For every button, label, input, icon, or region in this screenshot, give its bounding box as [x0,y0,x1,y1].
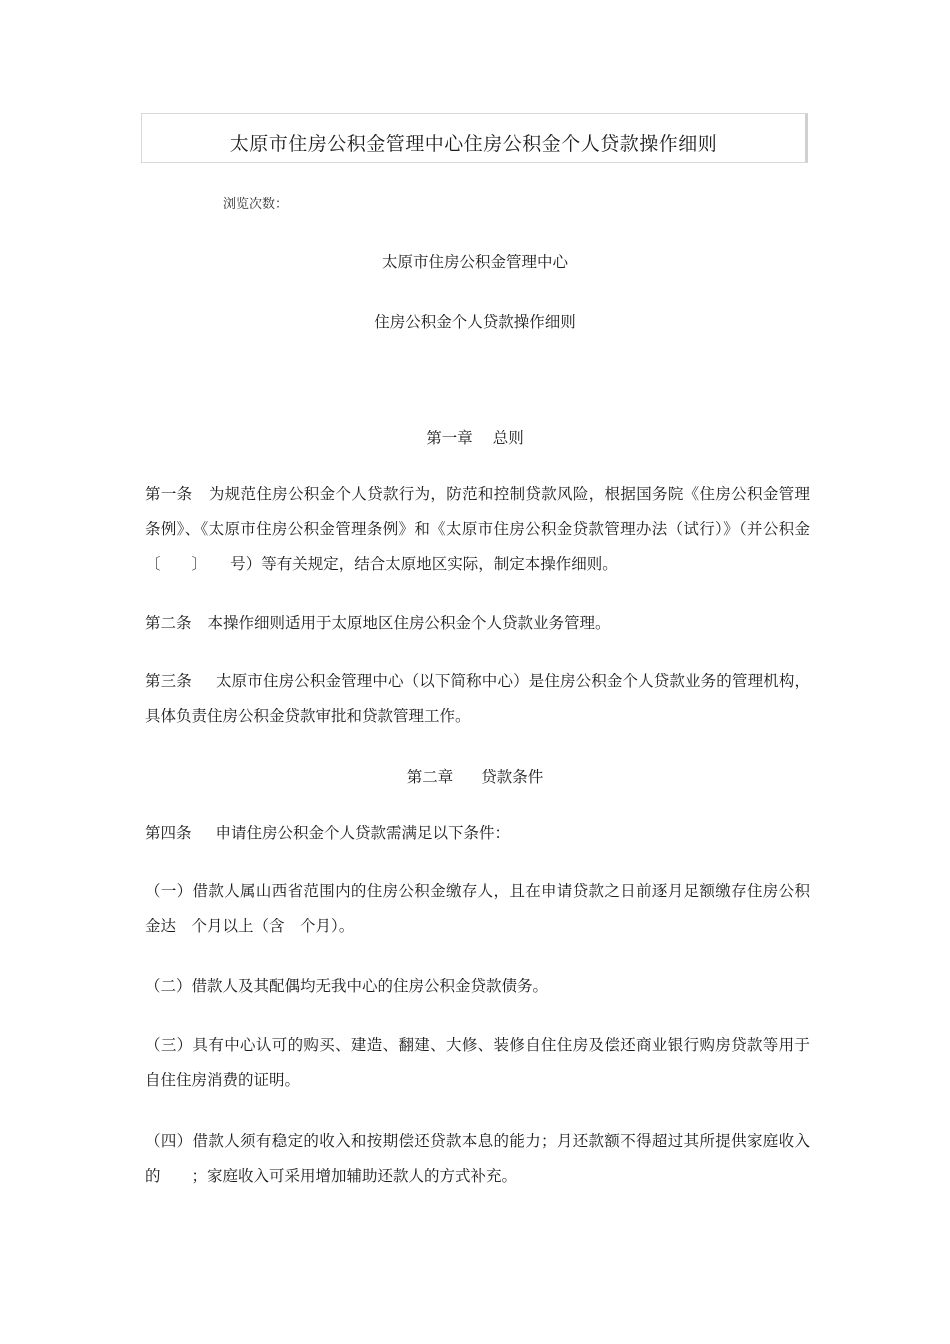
chapter-number: 第一章 [426,429,473,447]
view-count-label: 浏览次数： [223,197,289,212]
chapter-number: 第二章 [406,768,454,786]
heading-line-1: 太原市住房公积金管理中心 [381,253,568,271]
title-box [141,113,808,163]
condition-4: （四）借款人须有稳定的收入和按期偿还贷款本息的能力；月还款额不得超过其所提供家庭收入的 ；家庭收入可采用增加辅助还款人的方式补充。 [145,1132,810,1185]
chapter-2-heading [0,765,950,787]
article-text: 申请住房公积金个人贷款需满足以下条件： [215,824,511,842]
article-label: 第一条 [145,485,193,503]
article-3 [145,664,810,734]
condition-1: （一）借款人属山西省范围内的住房公积金缴存人，且在申请贷款之日前逐月足额缴存住房公积金达 个月以上（含 个月）。 [145,882,810,935]
page-title: 太原市住房公积金管理中心住房公积金个人贷款操作细则 [229,133,718,155]
article-label: 第二条 [145,614,192,632]
article-label: 第四条 [145,824,192,842]
article-label: 第三条 [145,672,192,690]
article-2 [145,606,810,641]
article-text: 本操作细则适用于太原地区住房公积金个人贷款业务管理。 [207,614,611,632]
chapter-1-heading [0,426,950,448]
heading-line-2: 住房公积金个人贷款操作细则 [374,313,576,331]
condition-3: （三）具有中心认可的购买、建造、翻建、大修、装修自住住房及偿还商业银行购房贷款等用于自住住房消费的证明。 [145,1036,810,1089]
condition-2: （二）借款人及其配偶均无我中心的住房公积金贷款债务。 [145,977,549,995]
article-1 [145,477,810,582]
chapter-name: 总则 [492,429,524,447]
chapter-name: 贷款条件 [481,768,544,786]
article-text: 为规范住房公积金个人贷款行为，防范和控制贷款风险，根据国务院《住房公积金管理条例》、《太原市住房公积金管理条例》和《太原市住房公积金贷款管理办法（试行）》（并公积金〔 〕 号）等有关规定，结合太原地区实际，制定本操作细则。 [145,485,810,573]
article-text: 太原市住房公积金管理中心（以下简称中心）是住房公积金个人贷款业务的管理机构，具体负责住房公积金贷款审批和贷款管理工作。 [145,672,810,725]
article-4 [145,816,810,851]
